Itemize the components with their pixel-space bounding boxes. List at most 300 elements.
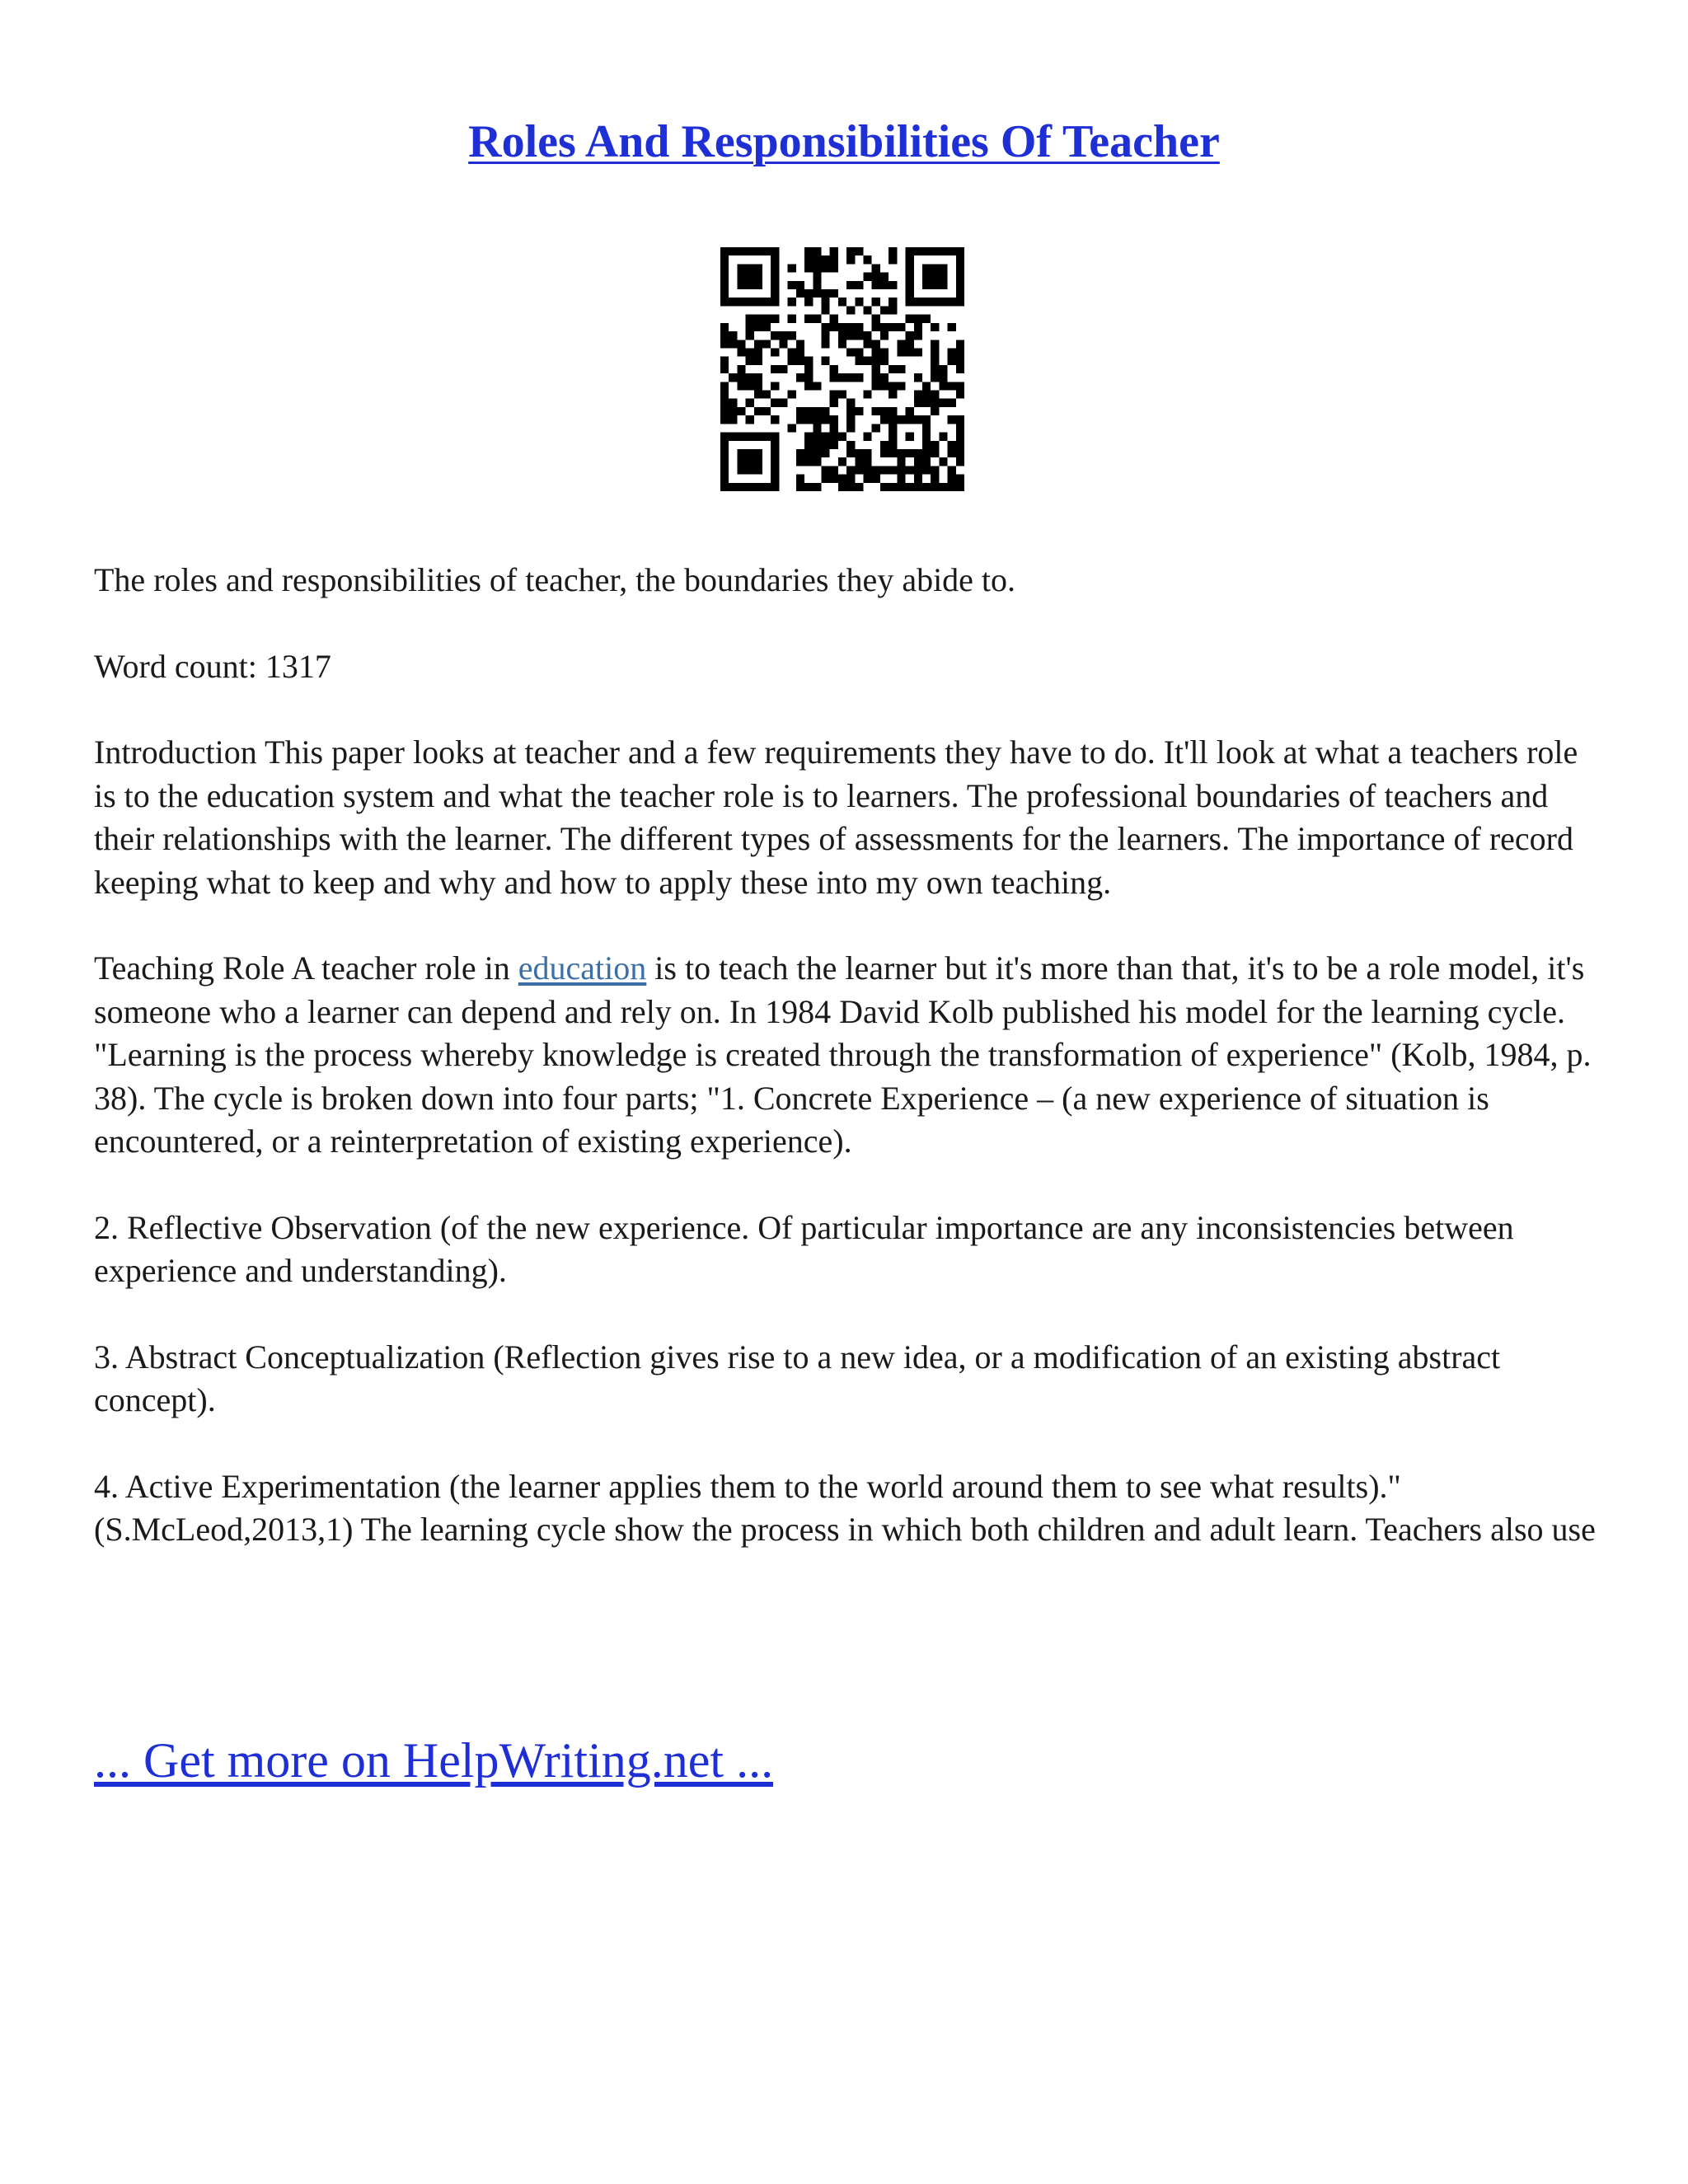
qr-module bbox=[922, 264, 931, 272]
qr-module bbox=[948, 415, 956, 424]
qr-module bbox=[939, 264, 947, 272]
qr-module bbox=[720, 340, 729, 348]
qr-module bbox=[821, 466, 829, 474]
qr-module bbox=[864, 255, 872, 264]
qr-module bbox=[746, 399, 754, 407]
qr-module bbox=[729, 331, 737, 340]
qr-module bbox=[804, 441, 813, 449]
qr-module bbox=[855, 483, 863, 491]
qr-module bbox=[737, 273, 745, 281]
qr-module bbox=[796, 348, 804, 356]
qr-module bbox=[804, 357, 813, 365]
qr-module bbox=[956, 475, 964, 483]
qr-module bbox=[897, 457, 905, 466]
qr-module bbox=[889, 247, 897, 255]
qr-module bbox=[906, 433, 914, 441]
qr-module bbox=[720, 441, 729, 449]
qr-module bbox=[746, 323, 754, 331]
qr-module bbox=[872, 340, 880, 348]
qr-module bbox=[838, 457, 846, 466]
qr-module bbox=[771, 315, 779, 323]
qr-module bbox=[864, 457, 872, 466]
qr-module bbox=[746, 415, 754, 424]
qr-module bbox=[906, 415, 914, 424]
qr-module bbox=[754, 373, 762, 382]
qr-module bbox=[737, 449, 745, 457]
qr-module bbox=[956, 281, 964, 289]
qr-module bbox=[846, 399, 855, 407]
qr-module bbox=[846, 407, 855, 415]
qr-module bbox=[821, 323, 829, 331]
qr-module bbox=[737, 407, 745, 415]
qr-module bbox=[872, 373, 880, 382]
qr-module bbox=[914, 315, 922, 323]
qr-module bbox=[720, 407, 729, 415]
qr-module bbox=[889, 466, 897, 474]
qr-module bbox=[948, 441, 956, 449]
qr-module bbox=[948, 323, 956, 331]
qr-module bbox=[813, 433, 821, 441]
qr-module bbox=[846, 441, 855, 449]
qr-module bbox=[779, 399, 787, 407]
qr-module bbox=[855, 407, 863, 415]
qr-module bbox=[864, 449, 872, 457]
qr-module bbox=[855, 357, 863, 365]
qr-module bbox=[830, 373, 838, 382]
qr-module bbox=[754, 264, 762, 272]
qr-module bbox=[762, 298, 771, 306]
qr-module bbox=[897, 475, 905, 483]
qr-module bbox=[720, 264, 729, 272]
qr-module bbox=[804, 457, 813, 466]
qr-module bbox=[720, 415, 729, 424]
qr-module bbox=[956, 449, 964, 457]
qr-module bbox=[906, 483, 914, 491]
qr-module bbox=[813, 424, 821, 432]
qr-module bbox=[737, 433, 745, 441]
qr-module bbox=[931, 264, 939, 272]
qr-module bbox=[880, 373, 889, 382]
qr-module bbox=[906, 340, 914, 348]
qr-module bbox=[821, 298, 829, 306]
qr-module bbox=[846, 255, 855, 264]
qr-module bbox=[906, 264, 914, 272]
qr-module bbox=[788, 391, 796, 399]
qr-module bbox=[889, 281, 897, 289]
qr-module bbox=[864, 466, 872, 474]
qr-module bbox=[830, 441, 838, 449]
qr-module bbox=[720, 281, 729, 289]
qr-module bbox=[746, 449, 754, 457]
qr-module bbox=[956, 348, 964, 356]
qr-module bbox=[804, 382, 813, 390]
qr-module bbox=[864, 475, 872, 483]
qr-module bbox=[922, 457, 931, 466]
qr-module bbox=[813, 441, 821, 449]
qr-module bbox=[788, 424, 796, 432]
qr-module bbox=[821, 331, 829, 340]
qr-module bbox=[762, 323, 771, 331]
qr-module bbox=[754, 382, 762, 390]
qr-module bbox=[737, 281, 745, 289]
qr-module bbox=[922, 382, 931, 390]
qr-module bbox=[846, 373, 855, 382]
qr-module bbox=[931, 365, 939, 373]
qr-module bbox=[889, 407, 897, 415]
qr-module bbox=[914, 466, 922, 474]
qr-module bbox=[788, 357, 796, 365]
qr-module bbox=[855, 348, 863, 356]
qr-module bbox=[880, 357, 889, 365]
qr-module bbox=[922, 391, 931, 399]
qr-module bbox=[788, 348, 796, 356]
qr-module bbox=[788, 331, 796, 340]
qr-module bbox=[813, 483, 821, 491]
qr-module bbox=[855, 457, 863, 466]
qr-module bbox=[914, 449, 922, 457]
qr-module bbox=[889, 441, 897, 449]
qr-module bbox=[914, 298, 922, 306]
qr-module bbox=[804, 315, 813, 323]
qr-module bbox=[762, 247, 771, 255]
qr-module bbox=[880, 466, 889, 474]
qr-module bbox=[931, 298, 939, 306]
qr-module bbox=[720, 457, 729, 466]
qr-module bbox=[796, 483, 804, 491]
qr-module bbox=[948, 466, 956, 474]
qr-module bbox=[948, 298, 956, 306]
qr-module bbox=[864, 357, 872, 365]
qr-module bbox=[771, 365, 779, 373]
qr-module bbox=[914, 475, 922, 483]
qr-module bbox=[737, 264, 745, 272]
qr-module bbox=[720, 289, 729, 298]
qr-module bbox=[897, 348, 905, 356]
qr-module bbox=[771, 457, 779, 466]
qr-module bbox=[838, 483, 846, 491]
qr-module bbox=[956, 433, 964, 441]
qr-module bbox=[762, 433, 771, 441]
qr-module bbox=[754, 466, 762, 474]
qr-module bbox=[922, 424, 931, 432]
qr-module bbox=[821, 415, 829, 424]
qr-module bbox=[838, 373, 846, 382]
qr-module bbox=[746, 433, 754, 441]
qr-module bbox=[948, 357, 956, 365]
qr-module bbox=[779, 331, 787, 340]
qr-module bbox=[922, 483, 931, 491]
qr-module bbox=[931, 399, 939, 407]
qr-module bbox=[939, 373, 947, 382]
qr-module bbox=[771, 289, 779, 298]
qr-module bbox=[846, 424, 855, 432]
qr-module bbox=[762, 391, 771, 399]
qr-module bbox=[830, 399, 838, 407]
qr-module bbox=[746, 483, 754, 491]
qr-module bbox=[746, 357, 754, 365]
qr-module bbox=[813, 247, 821, 255]
qr-module bbox=[771, 281, 779, 289]
qr-module bbox=[880, 483, 889, 491]
qr-module bbox=[830, 415, 838, 424]
qr-module bbox=[956, 415, 964, 424]
qr-module bbox=[754, 407, 762, 415]
qr-module bbox=[922, 273, 931, 281]
qr-module bbox=[922, 433, 931, 441]
qr-module bbox=[796, 289, 804, 298]
qr-module bbox=[906, 255, 914, 264]
qr-module bbox=[931, 441, 939, 449]
qr-module bbox=[729, 399, 737, 407]
qr-module bbox=[846, 449, 855, 457]
document-title-link[interactable]: Roles And Responsibilities Of Teacher bbox=[468, 116, 1220, 167]
qr-module bbox=[720, 483, 729, 491]
qr-module bbox=[889, 391, 897, 399]
qr-module bbox=[754, 348, 762, 356]
qr-module bbox=[846, 348, 855, 356]
qr-module bbox=[855, 298, 863, 306]
qr-module bbox=[746, 315, 754, 323]
qr-module bbox=[855, 281, 863, 289]
qr-module bbox=[956, 247, 964, 255]
qr-module bbox=[948, 483, 956, 491]
qr-module bbox=[804, 407, 813, 415]
qr-module bbox=[771, 441, 779, 449]
qr-module bbox=[906, 273, 914, 281]
qr-module bbox=[830, 391, 838, 399]
qr-module bbox=[729, 433, 737, 441]
qr-module bbox=[906, 331, 914, 340]
qr-module bbox=[889, 424, 897, 432]
qr-module bbox=[754, 247, 762, 255]
qr-module bbox=[914, 399, 922, 407]
qr-module bbox=[931, 407, 939, 415]
qr-module bbox=[838, 391, 846, 399]
qr-module bbox=[821, 475, 829, 483]
qr-module bbox=[788, 298, 796, 306]
qr-module bbox=[762, 340, 771, 348]
qr-module bbox=[746, 457, 754, 466]
qr-module bbox=[746, 264, 754, 272]
qr-module bbox=[804, 255, 813, 264]
qr-module bbox=[864, 331, 872, 340]
qr-module bbox=[838, 298, 846, 306]
qr-module bbox=[830, 289, 838, 298]
qr-module bbox=[889, 365, 897, 373]
qr-module bbox=[737, 298, 745, 306]
qr-module bbox=[813, 264, 821, 272]
qr-module bbox=[931, 449, 939, 457]
qr-module bbox=[906, 449, 914, 457]
qr-module bbox=[830, 365, 838, 373]
qr-module bbox=[948, 348, 956, 356]
qr-module bbox=[880, 331, 889, 340]
qr-module bbox=[906, 315, 914, 323]
qr-module bbox=[931, 373, 939, 382]
qr-module bbox=[872, 315, 880, 323]
qr-module bbox=[889, 306, 897, 314]
qr-module bbox=[846, 323, 855, 331]
teaching-role-text-start: Teaching Role A teacher role in bbox=[94, 949, 518, 987]
qr-module bbox=[956, 424, 964, 432]
qr-module bbox=[771, 247, 779, 255]
qr-module bbox=[771, 466, 779, 474]
qr-module bbox=[931, 323, 939, 331]
qr-module bbox=[737, 483, 745, 491]
qr-module bbox=[821, 407, 829, 415]
qr-module bbox=[804, 365, 813, 373]
qr-module bbox=[855, 373, 863, 382]
qr-module bbox=[956, 457, 964, 466]
qr-module bbox=[821, 340, 829, 348]
qr-module bbox=[754, 483, 762, 491]
qr-module bbox=[846, 306, 855, 314]
title-container bbox=[0, 115, 1688, 168]
qr-module bbox=[914, 323, 922, 331]
qr-module bbox=[737, 348, 745, 356]
qr-module bbox=[931, 357, 939, 365]
qr-module bbox=[872, 407, 880, 415]
qr-module bbox=[838, 475, 846, 483]
qr-module bbox=[771, 331, 779, 340]
qr-module bbox=[956, 298, 964, 306]
qr-module bbox=[880, 281, 889, 289]
qr-module bbox=[796, 357, 804, 365]
qr-module bbox=[813, 255, 821, 264]
qr-module bbox=[864, 340, 872, 348]
qr-module bbox=[771, 483, 779, 491]
get-more-link[interactable]: ... Get more on HelpWriting.net ... bbox=[94, 1733, 774, 1788]
qr-module bbox=[922, 466, 931, 474]
qr-module bbox=[855, 331, 863, 340]
qr-module bbox=[720, 273, 729, 281]
qr-module bbox=[846, 483, 855, 491]
qr-module bbox=[796, 449, 804, 457]
qr-module bbox=[771, 475, 779, 483]
qr-module bbox=[720, 365, 729, 373]
qr-module bbox=[830, 466, 838, 474]
qr-module bbox=[914, 373, 922, 382]
qr-module bbox=[821, 357, 829, 365]
qr-module bbox=[821, 289, 829, 298]
qr-module bbox=[779, 340, 787, 348]
qr-module bbox=[813, 315, 821, 323]
qr-module bbox=[880, 415, 889, 424]
qr-module bbox=[754, 357, 762, 365]
qr-module bbox=[889, 449, 897, 457]
qr-module bbox=[813, 273, 821, 281]
education-link[interactable]: education bbox=[518, 949, 647, 987]
qr-module bbox=[889, 323, 897, 331]
qr-module bbox=[720, 357, 729, 365]
qr-module bbox=[939, 365, 947, 373]
qr-module bbox=[906, 466, 914, 474]
qr-module bbox=[914, 331, 922, 340]
qr-module bbox=[906, 289, 914, 298]
qr-module bbox=[880, 306, 889, 314]
qr-module bbox=[796, 415, 804, 424]
qr-module bbox=[754, 273, 762, 281]
qr-module bbox=[914, 348, 922, 356]
qr-module bbox=[855, 247, 863, 255]
qr-module bbox=[830, 424, 838, 432]
qr-module bbox=[872, 281, 880, 289]
qr-module bbox=[804, 373, 813, 382]
qr-module bbox=[771, 273, 779, 281]
qr-module bbox=[821, 449, 829, 457]
qr-module bbox=[737, 382, 745, 390]
qr-module bbox=[796, 373, 804, 382]
qr-module bbox=[821, 306, 829, 314]
qr-module bbox=[754, 340, 762, 348]
qr-module bbox=[737, 373, 745, 382]
qr-module bbox=[720, 391, 729, 399]
qr-module bbox=[746, 382, 754, 390]
qr-module bbox=[771, 415, 779, 424]
qr-module bbox=[813, 382, 821, 390]
qr-module bbox=[864, 433, 872, 441]
qr-module bbox=[720, 399, 729, 407]
qr-module bbox=[813, 457, 821, 466]
qr-module bbox=[872, 466, 880, 474]
qr-module bbox=[889, 298, 897, 306]
qr-module bbox=[771, 348, 779, 356]
qr-module bbox=[754, 391, 762, 399]
qr-module bbox=[720, 433, 729, 441]
qr-module bbox=[746, 466, 754, 474]
qr-module bbox=[897, 365, 905, 373]
qr-module bbox=[948, 399, 956, 407]
document-body bbox=[94, 559, 1602, 1595]
qr-module bbox=[762, 407, 771, 415]
qr-module bbox=[914, 247, 922, 255]
qr-module bbox=[880, 407, 889, 415]
subtitle-paragraph: The roles and responsibilities of teacher, the boundaries they abide to. bbox=[94, 561, 1016, 598]
qr-module bbox=[804, 415, 813, 424]
qr-module bbox=[922, 399, 931, 407]
qr-module bbox=[821, 255, 829, 264]
qr-module bbox=[922, 449, 931, 457]
qr-module bbox=[939, 399, 947, 407]
qr-module bbox=[813, 289, 821, 298]
qr-module bbox=[754, 298, 762, 306]
qr-module bbox=[872, 264, 880, 272]
introduction-paragraph: Introduction This paper looks at teacher and a few requirements they have to do. It'll look at what a teachers role is to the education system and what the teacher role is to learners. The professional boundaries of teachers and their relationships with the learner. The different types of assessments for the learners. The importance of record keeping what to keep and why and how to apply these into my own teaching. bbox=[94, 733, 1578, 901]
qr-module bbox=[762, 315, 771, 323]
qr-module bbox=[956, 273, 964, 281]
qr-module bbox=[813, 415, 821, 424]
qr-module bbox=[846, 247, 855, 255]
abstract-conceptualization-paragraph: 3. Abstract Conceptualization (Reflection gives rise to a new idea, or a modification of an existing abstract concept). bbox=[94, 1338, 1501, 1418]
qr-module bbox=[880, 441, 889, 449]
qr-module bbox=[897, 415, 905, 424]
qr-module bbox=[846, 415, 855, 424]
qr-module bbox=[872, 475, 880, 483]
qr-module bbox=[922, 415, 931, 424]
qr-module bbox=[771, 433, 779, 441]
qr-module bbox=[804, 449, 813, 457]
qr-module bbox=[880, 449, 889, 457]
qr-module bbox=[931, 348, 939, 356]
qr-module bbox=[948, 382, 956, 390]
qr-module bbox=[906, 298, 914, 306]
teaching-role-text-end: is to teach the learner but it's more than that, it's to be a role model, it's someone who a learner can depend and rely on. In 1984 David Kolb published his model for the learning cycle. "Learning is the process whereby knowledge is created through the transformation of experience" (Kolb, 1984, p. 38). The cycle is broken down into four parts; "1. Concrete Experience – (a new experience of situation is encountered, or a reinterpretation of existing experience). bbox=[94, 949, 1592, 1160]
qr-module bbox=[948, 247, 956, 255]
qr-module bbox=[737, 247, 745, 255]
qr-module bbox=[889, 255, 897, 264]
qr-module bbox=[821, 441, 829, 449]
qr-module bbox=[737, 340, 745, 348]
